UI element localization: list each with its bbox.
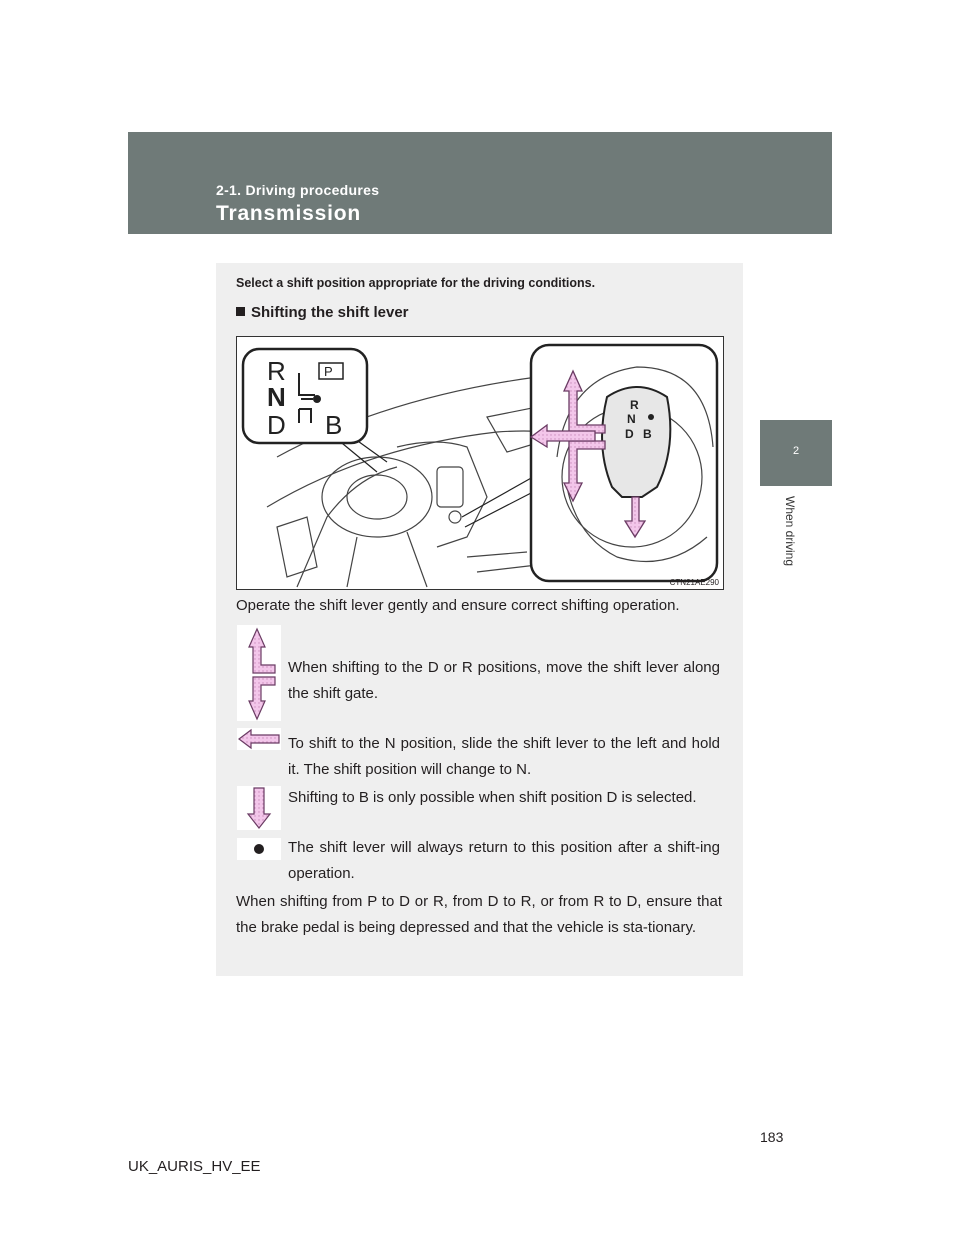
knob-letter-d: D	[625, 427, 634, 441]
gate-letter-d: D	[267, 410, 286, 440]
dot-icon	[237, 838, 281, 860]
legend-text-2: To shift to the N position, slide the shift lever to the left and hold it. The shift position will change to N.	[288, 735, 720, 778]
intro-text: Select a shift position appropriate for the driving conditions.	[236, 276, 596, 290]
legend-text-3: Shifting to B is only possible when shift position D is selected.	[288, 789, 697, 806]
knob-letter-b: B	[643, 427, 652, 441]
closing-paragraph: When shifting from P to D or R, from D to R, or from R to D, ensure that the brake pedal is being depressed and that the vehicle is sta-tionary.	[236, 893, 722, 936]
shift-lever-figure	[236, 336, 724, 590]
subheading-text: Shifting the shift lever	[251, 304, 409, 321]
dashboard-illustration	[237, 337, 723, 589]
gate-letter-n: N	[267, 382, 286, 412]
gate-arrows-icon	[237, 625, 281, 721]
left-arrow-icon	[237, 728, 281, 750]
knob-letter-n: N	[627, 412, 636, 426]
subheading	[236, 304, 409, 321]
chapter-tab[interactable]: 2	[760, 420, 832, 486]
chapter-label	[783, 496, 797, 596]
knob-letter-r: R	[630, 398, 639, 412]
gate-letter-r: R	[267, 356, 286, 386]
section-label: 2-1. Driving procedures	[216, 182, 380, 198]
square-bullet-icon	[236, 307, 245, 316]
footer-code: UK_AURIS_HV_EE	[128, 1158, 261, 1175]
page-number: 183	[760, 1129, 784, 1145]
page-title: Transmission	[216, 202, 361, 225]
legend-text-1: When shifting to the D or R positions, move the shift lever along the shift gate.	[288, 659, 720, 702]
down-arrow-icon	[237, 786, 281, 830]
chapter-label-text: When driving	[783, 496, 797, 567]
legend-text-4: The shift lever will always return to this position after a shift-ing operation.	[288, 839, 720, 882]
header-bar	[128, 132, 832, 234]
gate-letter-p: P	[324, 364, 333, 379]
operate-paragraph: Operate the shift lever gently and ensure correct shifting operation.	[236, 597, 680, 614]
figure-code: CTN21AE290	[669, 578, 719, 587]
gate-letter-b: B	[325, 410, 343, 440]
